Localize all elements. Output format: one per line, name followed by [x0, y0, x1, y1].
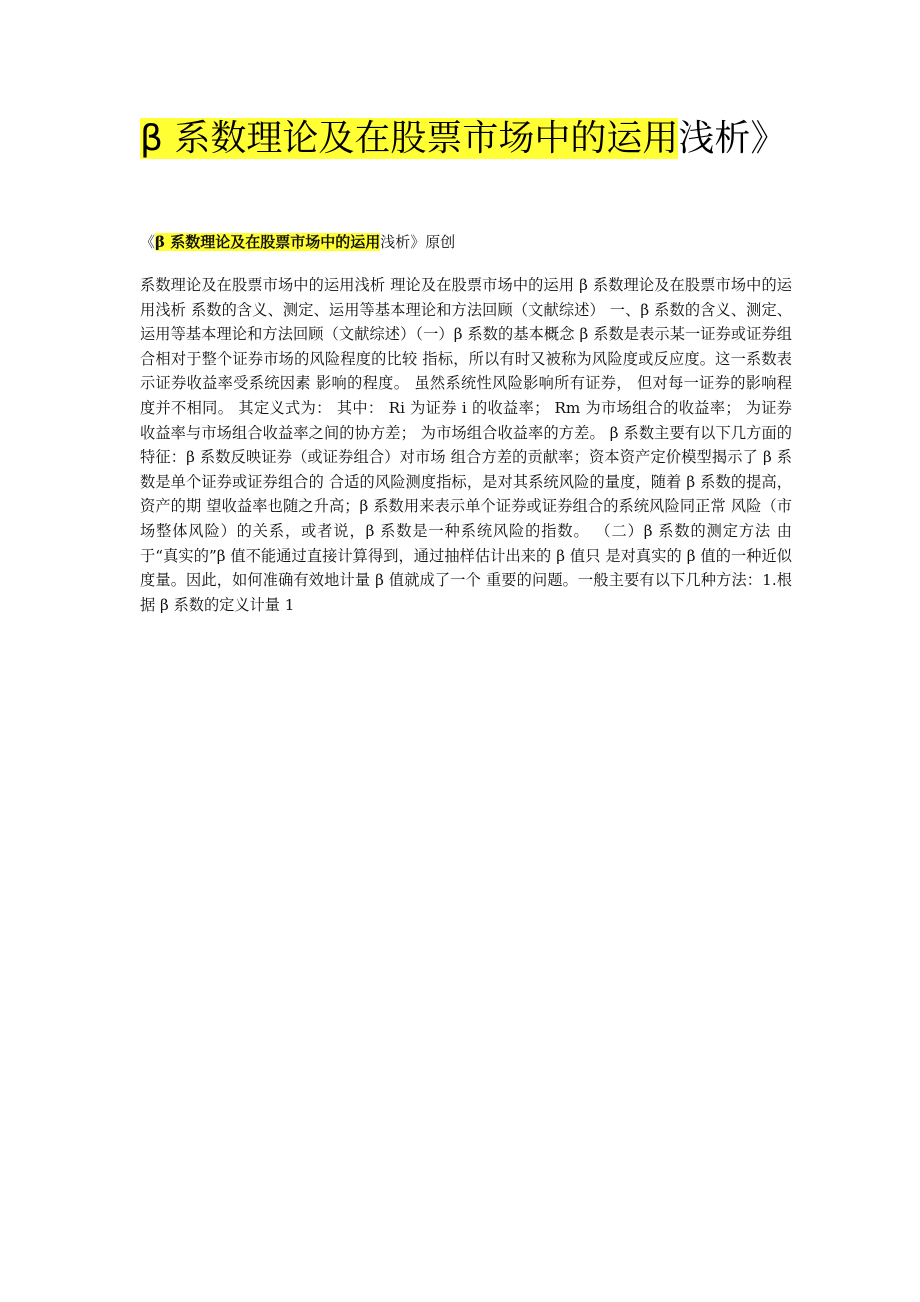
title-rest-text: 浅析》	[678, 118, 787, 159]
subtitle-highlighted-text: β 系数理论及在股票市场中的运用	[155, 233, 381, 251]
document-title	[140, 112, 790, 166]
document-subtitle	[140, 230, 790, 254]
subtitle-open-bracket: 《	[140, 233, 156, 251]
title-highlighted-text: β 系数理论及在股票市场中的运用	[140, 118, 679, 159]
body-paragraph: 系数理论及在股票市场中的运用浅析 理论及在股票市场中的运用 β 系数理论及在股票市场中的运用浅析 系数的含义、测定、运用等基本理论和方法回顾（文献综述） 一、β 系数的含义、测定、运用等基本理论和方法回顾（文献综述）（一）β 系数的基本概念 β 系数是表示某一证券或证券组合相对于整个证券市场的风险程度的比较 指标，所以有时又被称为风险度或反应度。这一系数表示证券收益率受系统因素 影响的程度。 虽然系统性风险影响所有证券， 但对每一证券的影响程度并不相同。 其定义式为： 其中： Ri 为证券 i 的收益率； Rm 为市场组合的收益率； 为证券收益率与市场组合收益率之间的协方差； 为市场组合收益率的方差。 β 系数主要有以下几方面的特征：β 系数反映证券（或证券组合）对市场 组合方差的贡献率；资本资产定价模型揭示了 β 系数是单个证券或证券组合的 合适的风险测度指标，是对其系统风险的量度，随着 β 系数的提高，资产的期 望收益率也随之升高；β 系数用来表示单个证券或证券组合的系统风险同正常 风险（市场整体风险）的关系，或者说，β 系数是一种系统风险的指数。 （二）β 系数的测定方法 由于“真实的”β 值不能通过直接计算得到，通过抽样估计出来的 β 值只 是对真实的 β 值的一种近似度量。因此，如何准确有效地计量 β 值就成了一个 重要的问题。一般主要有以下几种方法：1.根据 β 系数的定义计量 1	[140, 276, 792, 614]
subtitle-rest-text: 浅析》原创	[380, 233, 456, 251]
